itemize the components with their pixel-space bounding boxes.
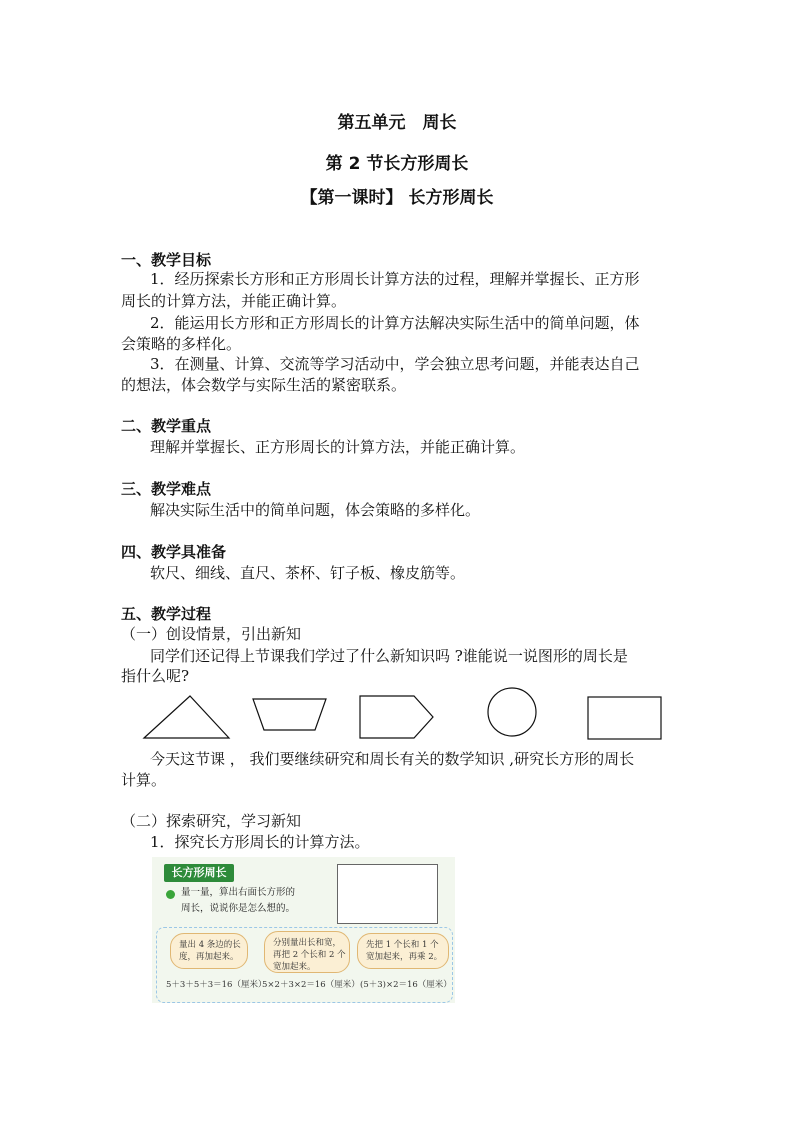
goals-p2-line2: 会策略的多样化。 (121, 335, 242, 353)
process-part1-line1: 同学们还记得上节课我们学过了什么新知识吗 ?谁能说一说图形的周长是 (150, 647, 628, 665)
process-part1-line4: 计算。 (121, 771, 167, 789)
pentagon-arrow-icon (358, 694, 436, 740)
trapezoid-icon (251, 697, 329, 733)
key-text: 理解并掌握长、正方形周长的计算方法，并能正确计算。 (150, 438, 526, 456)
goals-p1-line1: 1．经历探索长方形和正方形周长计算方法的过程，理解并掌握长、正方形 (150, 270, 640, 288)
cloud1-line1: 量出 4 条边的长 (179, 940, 241, 950)
process-part2-item1: 1．探究长方形周长的计算方法。 (150, 833, 370, 851)
thought-cloud-2 (264, 931, 350, 973)
figure-tag: 长方形周长 (164, 864, 234, 882)
process-part1-line2: 指什么呢? (121, 667, 190, 685)
difficult-text: 解决实际生活中的简单问题，体会策略的多样化。 (150, 501, 481, 519)
difficult-heading: 三、教学难点 (121, 480, 212, 498)
bullet-icon (166, 890, 175, 899)
thought-cloud-1 (170, 933, 248, 969)
cloud3-line2: 宽加起来，再乘 2。 (366, 952, 443, 962)
textbook-figure (152, 857, 455, 1003)
process-heading: 五、教学过程 (121, 605, 212, 623)
cloud2-line1: 分别量出长和宽， (273, 938, 342, 948)
process-part1-line3: 今天这节课 ， 我们要继续研究和周长有关的数学知识 ,研究长方形的周长 (150, 750, 635, 768)
triangle-icon (142, 693, 232, 741)
goals-p1-line2: 周长的计算方法，并能正确计算。 (121, 292, 347, 310)
figure-question-line2: 周长，说说你是怎么想的。 (181, 903, 296, 914)
thought-cloud-3 (357, 933, 449, 969)
section-title: 第 2 节长方形周长 (325, 154, 469, 174)
process-part2-title: （二）探索研究，学习新知 (121, 812, 302, 830)
figure-rectangle (337, 864, 438, 924)
figure-question (181, 885, 295, 917)
cloud2-line2: 再把 2 个长和 2 个 (273, 950, 346, 960)
figure-question-line1: 量一量，算出右面长方形的 (181, 887, 296, 898)
goals-heading: 一、教学目标 (121, 251, 212, 269)
goals-p3-line1: 3．在测量、计算、交流等学习活动中，学会独立思考问题，并能表达自己 (150, 355, 640, 373)
goals-p2-line1: 2．能运用长方形和正方形周长的计算方法解决实际生活中的简单问题，体 (150, 314, 640, 332)
formula-1: 5＋3＋5＋3＝16（厘米） (166, 980, 267, 990)
prep-text: 软尺、细线、直尺、茶杯、钉子板、橡皮筋等。 (150, 564, 466, 582)
key-heading: 二、教学重点 (121, 417, 212, 435)
cloud1-line2: 度，再加起来。 (179, 952, 239, 962)
prep-heading: 四、教学具准备 (121, 543, 227, 561)
process-part1-title: （一）创设情景，引出新知 (121, 625, 302, 643)
cloud3-line1: 先把 1 个长和 1 个 (366, 940, 439, 950)
cloud2-line3: 宽加起来。 (273, 962, 316, 972)
formula-2: 5×2＋3×2＝16（厘米） (262, 980, 360, 990)
unit-title: 第五单元 周长 (337, 113, 457, 133)
formula-3: (5＋3)×2＝16（厘米） (360, 980, 452, 990)
lesson-title: 【第一课时】 长方形周长 (300, 188, 494, 208)
rectangle-icon (586, 695, 664, 741)
goals-p3-line2: 的想法，体会数学与实际生活的紧密联系。 (121, 376, 407, 394)
circle-icon (485, 685, 539, 739)
